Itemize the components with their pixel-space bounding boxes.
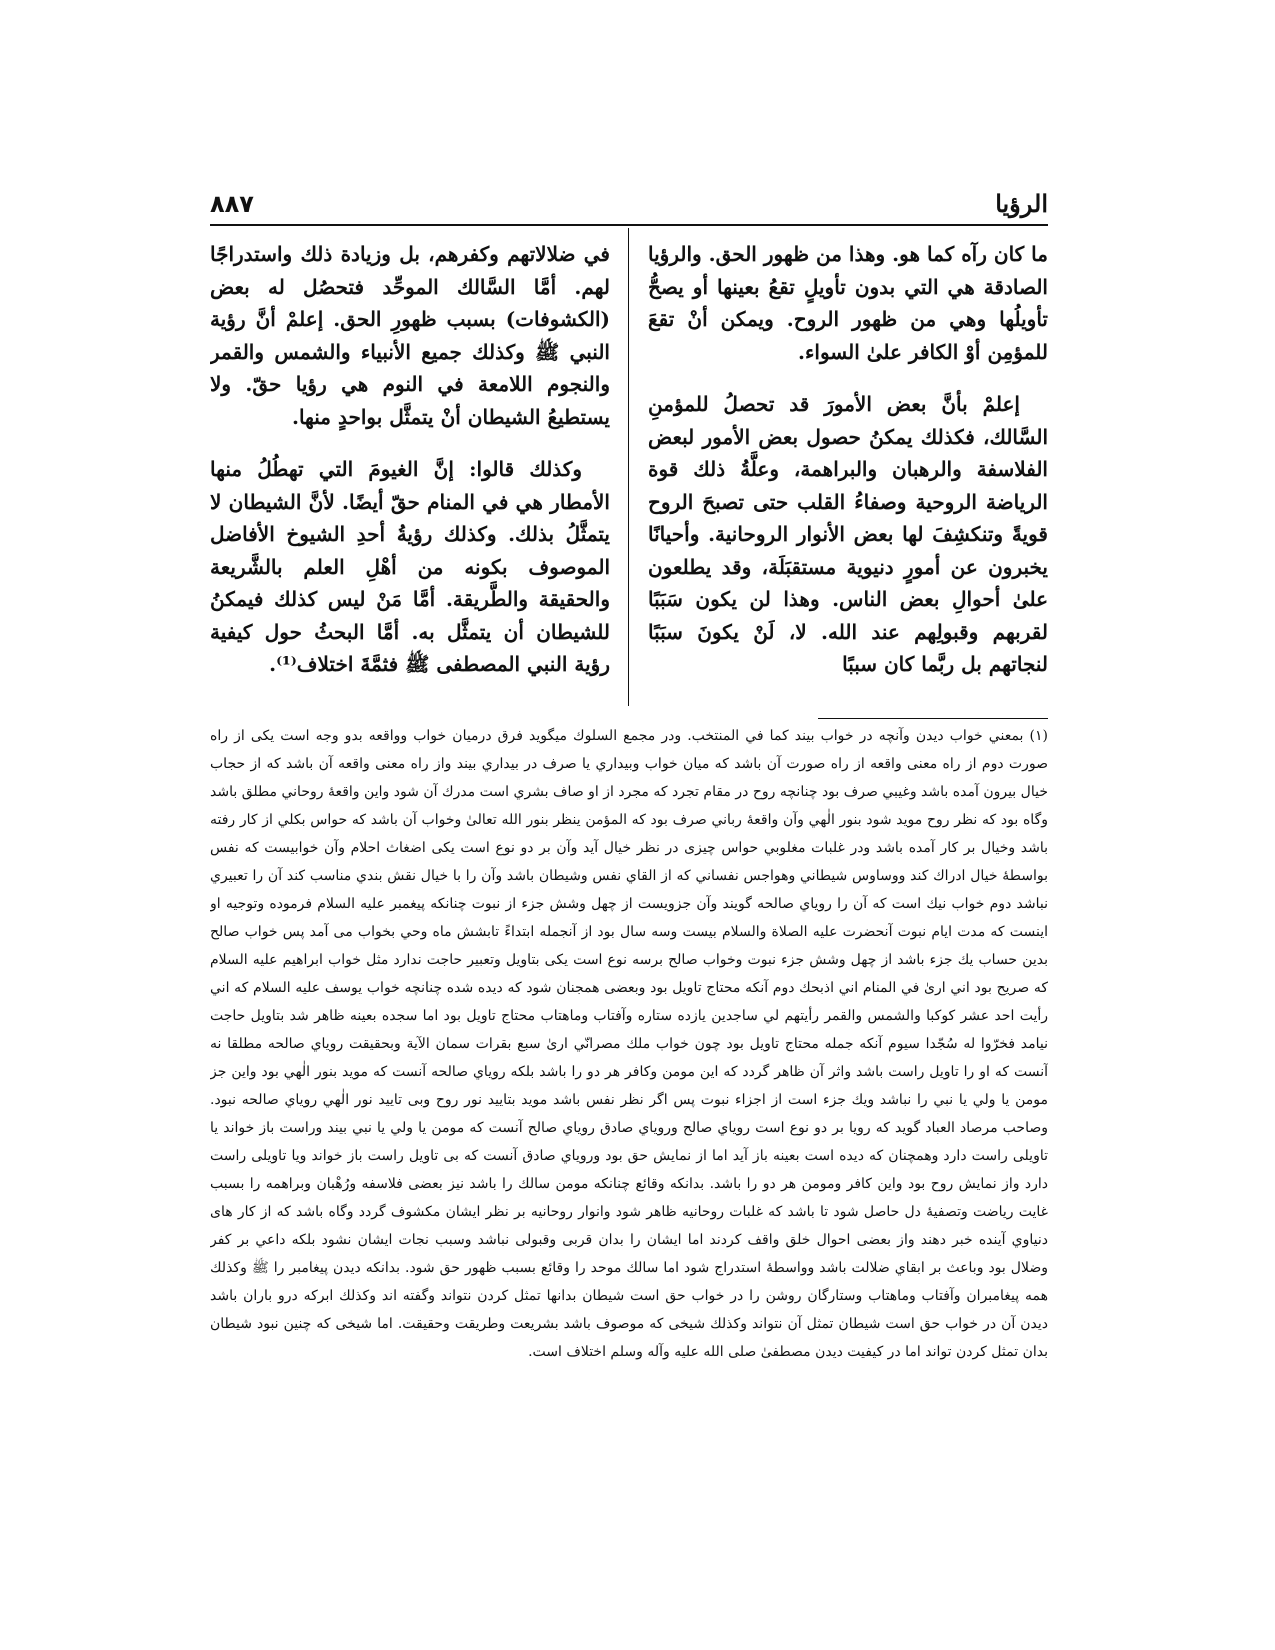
column-divider (628, 228, 629, 706)
running-header (210, 188, 1048, 226)
running-title: الرؤيا (995, 189, 1048, 218)
left-column (210, 228, 610, 706)
main-text-columns (210, 228, 1048, 706)
page-number: ٨٨٧ (210, 190, 254, 218)
right-column (648, 228, 1048, 706)
footnote-section (210, 718, 1048, 1418)
footnote-1: (١) بمعني خواب ديدن وآنچه در خواب بيند كما في المنتخب. ودر مجمع السلوك ميگويد فرق درميان خواب وواقعه بدو وجه است يكى از راه صورت دوم از راه معنى واقعه از راه صورت آن باشد كه ميان خواب وبيداري يا صرف در بيداري بيند واز راه معنى واقعه آن باشد كه از حجاب خيال بيرون آمده باشد وغيبي صرف بود چنانچه روح در مقام تجرد كه مجرد از او صاف بشري است مدرك آن شود واين واقعهٔ روحاني مطلق باشد وگاه بود كه نظر روح مويد شود بنور الٰهي وآن واقعهٔ رباني صرف بود كه المؤمن ينظر بنور الله تعالىٰ وخواب آن باشد كه حواس بكلي از كار رفته باشد وخيال بر كار آمده باشد ودر غلبات مغلوبي حواس چيزى در نظر خيال آيد وآن بر دو نوع است يكى اضغاث احلام وآن خوابيست كه نفس بواسطهٔ خيال ادراك كند ووساوس شيطاني وهواجس نفساني كه از القاي نفس وشيطان باشد وآن را با خيال نقش بندي مناسب كند آن را تعبيري نباشد دوم خواب نيك است كه آن را روياي صالحه گويند وآن جزويست از چهل وشش جزء از نبوت چنانكه پيغمبر عليه السلام فرموده وتوجيه او اينست كه مدت ايام نبوت آنحضرت عليه الصلاة والسلام بيست وسه سال بود از آنجمله ابتداءً تابشش ماه وحي بخواب مى آمد پس خواب صالح بدين حساب يك جزء باشد از چهل وشش جزء نبوت وخواب صالح برسه نوع است يكى بتاويل وتعبير حاجت ندارد مثل خواب ابراهيم عليه السلام كه صريح بود اني ارىٰ في المنام اني اذبحك دوم آنكه محتاج تاويل بود وبعضى همجنان شود كه ديده شده چنانچه خواب يوسف عليه السلام كه اني رأيت احد عشر كوكبا والشمس والقمر رأيتهم لي ساجدين يازده ستاره وآفتاب وماهتاب محتاج تاويل بود اما سجده بعينه ظاهر شد بتاويل حاجت نيامد فخرّوا له سُجّدا سيوم آنكه جمله محتاج تاويل بود چون خواب ملك مصرانّي ارىٰ سبع بقرات سمان الآية وبحقيقت روياي صالحه مطلقا نه آنست كه او را تاويل راست باشد واثر آن ظاهر گردد كه اين مومن وكافر هر دو را باشد بلكه روياي صالحه آنست كه مويد بنور الٰهي بود واين جز مومن يا ولي يا نبي را نباشد ويك جزء است از اجزاء نبوت پس اگر نظر نفس باشد مويد بتاييد نور روح وبى تاييد نور الٰهي روياي صالحه نبود. وصاحب مرصاد العباد گويد كه رويا بر دو نوع است روياي صالح وروياي صادق روياي صالح آنست كه مومن يا ولي يا نبي بيند وراست باز خواند يا تاويلى راست دارد وهمچنان كه ديده است بعينه باز آيد اما از نمايش حق بود وروياي صادق آنست كه بى تاويل راست باز خواند ويا تاويلى راست دارد واز نمايش روح بود واين كافر ومومن هر دو را باشد. بدانكه وقائع چنانكه مومن سالك را باشد نيز بعضى فلاسفه ورُهْبان وبراهمه را بسبب غايت رياضت وتصفيهٔ دل حاصل شود تا باشد كه غلبات روحانيه ظاهر شود وانوار روحانيه بر نظر ايشان مكشوف گردد وگاه باشد كه از كار هاى دنياوي آينده خبر دهند واز بعضى احوال خلق واقف كردند اما ايشان را بدان قربى وقبولى نباشد وسبب نجات ايشان نشود بلكه داعي بر كفر وضلال بود وباعث بر ابقاي ضلالت باشد وواسطهٔ استدراج شود اما سالك موحد را وقائع بسبب ظهور حق شود. بدانكه ديدن پيغامبر را ﷺ وكذلك همه پيغامبران وآفتاب وماهتاب وستارگان روشن را در خواب حق است شيطان بدانها تمثل كردن نتواند وگفته اند وكذلك ابركه درو باران باشد ديدن آن در خواب حق است شيطان تمثل آن نتواند وكذلك شيخى كه موصوف باشد بشريعت وطريقت وحقيقت. اما شيخى كه چنين نبود شيطان بدان تمثل كردن تواند اما در كيفيت ديدن مصطفىٰ صلى الله عليه وآله وسلم اختلاف است. (210, 728, 1048, 1360)
footnote-rule (818, 718, 1048, 719)
left-column-paragraph-2: وكذلك قالوا: إنَّ الغيومَ التي تهطُلُ منها الأمطار هي في المنام حقّ أيضًا. لأنَّ الشيطان لا يتمثَّلُ بذلك. وكذلك رؤيةُ أحدِ الشيوخ الأفاضل الموصوف بكونه من أهْلِ العلم بالشَّريعة والحقيقة والطَّريقة. أمَّا مَنْ ليس كذلك فيمكنُ للشيطان أن يتمثَّل به. أمَّا البحثُ حول كيفية رؤية النبي المصطفى ﷺ فثمَّةَ اختلاف⁽¹⁾. (210, 457, 610, 676)
left-column-paragraph-1: في ضلالاتهم وكفرهم، بل وزيادة ذلك واستدراجًا لهم. أمَّا السَّالك الموحِّد فتحصُل له بعض (الكشوفات) بسبب ظهورِ الحق. إعلمْ أنَّ رؤية النبي ﷺ وكذلك جميع الأنبياء والشمس والقمر والنجوم اللامعة في النوم هي رؤيا حقّ. ولا يستطيعُ الشيطان أنْ يتمثَّل بواحدٍ منها. (210, 242, 610, 429)
right-column-paragraph-1: ما كان رآه كما هو. وهذا من ظهور الحق. والرؤيا الصادقة هي التي بدون تأويلٍ تقعُ بعينها أو يصحُّ تأويلُها وهي من ظهور الروح. ويمكن أنْ تقعَ للمؤمِن أوْ الكافر علىٰ السواء. (648, 242, 1048, 364)
right-column-paragraph-2: إعلمْ بأنَّ بعض الأمورَ قد تحصلُ للمؤمنِ السَّالك، فكذلك يمكنُ حصول بعض الأمور لبعض الفلاسفة والرهبان والبراهمة، وعلَّةُ ذلك قوة الرياضة الروحية وصفاءُ القلب حتى تصبحَ الروح قويةً وتنكشِفَ لها بعض الأنوار الروحانية. وأحيانًا يخبرون عن أمورٍ دنيوية مستقبَلَة، وقد يطلعون علىٰ أحوالِ بعض الناس. وهذا لن يكون سَبَبًا لقربهم وقبولِهم عند الله. لا، لَنْ يكونَ سبَبًا لنجاتهم بل ربَّما كان سببًا (648, 392, 1048, 676)
